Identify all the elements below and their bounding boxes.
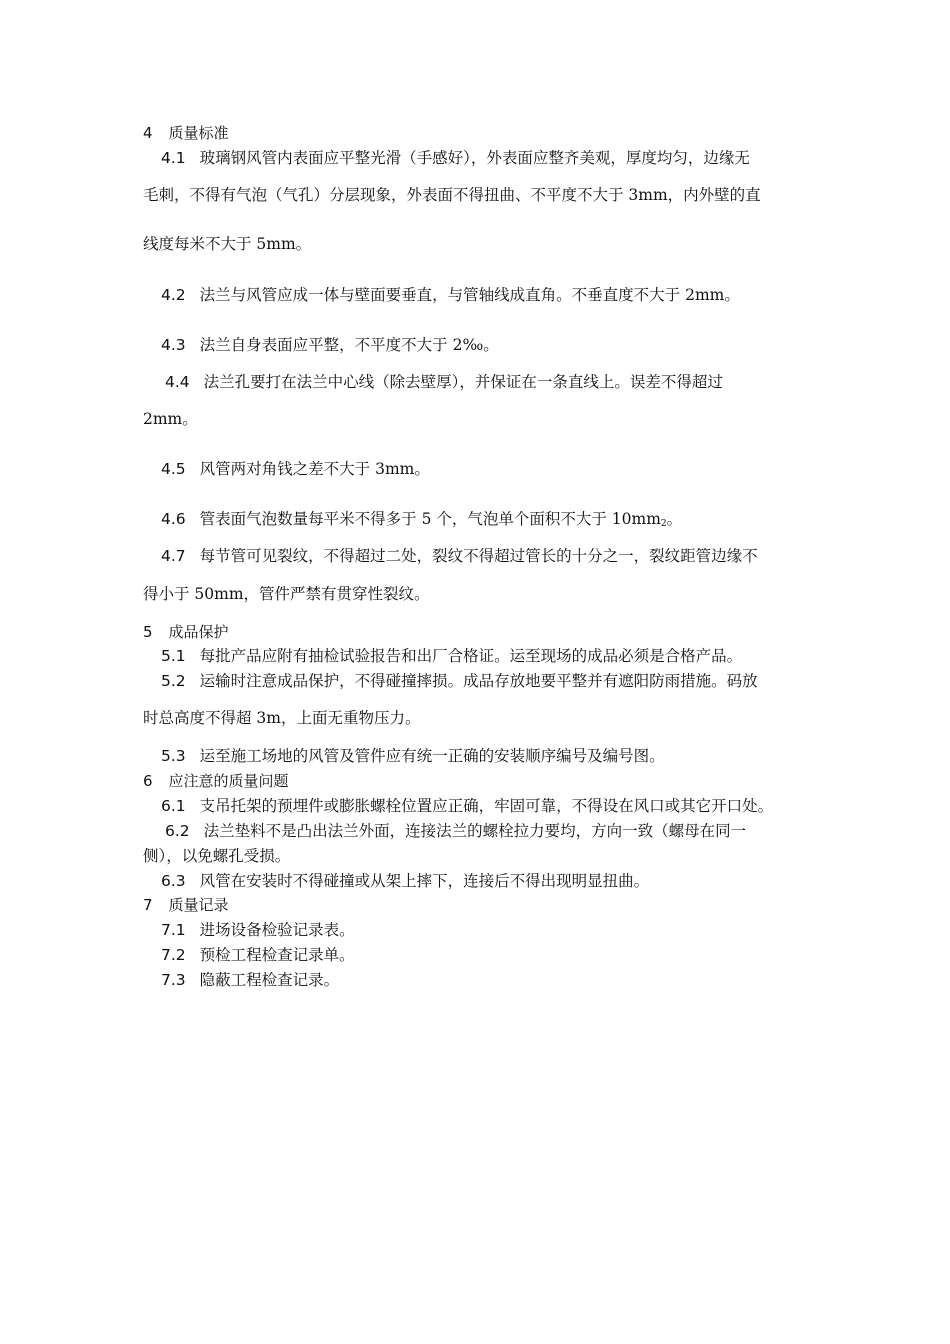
item-6-3: 6.3 风管在安装时不得碰撞或从架上摔下，连接后不得出现明显扭曲。 bbox=[161, 872, 650, 890]
section-5-heading: 5 成品保护 bbox=[143, 623, 229, 641]
item-4-4-line-1: 4.4 法兰孔要打在法兰中心线（除去壁厚），并保证在一条直线上。误差不得超过 bbox=[165, 373, 723, 391]
section-4-heading: 4 质量标准 bbox=[143, 124, 229, 142]
item-7-2: 7.2 预检工程检查记录单。 bbox=[161, 946, 355, 964]
item-5-2-line-1: 5.2 运输时注意成品保护，不得碰撞摔损。成品存放地要平整并有遮阳防雨措施。码放 bbox=[161, 672, 758, 690]
item-4-7-line-2: 得小于 50mm，管件严禁有贯穿性裂纹。 bbox=[143, 585, 430, 603]
item-5-2-line-2: 时总高度不得超 3m，上面无重物压力。 bbox=[143, 709, 421, 727]
item-6-1: 6.1 支吊托架的预埋件或膨胀螺栓位置应正确，牢固可靠，不得设在风口或其它开口处。 bbox=[161, 797, 774, 815]
item-4-1-line-1: 4.1 玻璃钢风管内表面应平整光滑（手感好），外表面应整齐美观，厚度均匀，边缘无 bbox=[161, 149, 750, 167]
item-7-1: 7.1 进场设备检验记录表。 bbox=[161, 921, 355, 939]
section-7-heading: 7 质量记录 bbox=[143, 896, 229, 914]
item-4-4-line-2: 2mm。 bbox=[143, 410, 198, 428]
item-4-1-line-3: 线度每米不大于 5mm。 bbox=[143, 235, 312, 253]
item-6-2-line-1: 6.2 法兰垫料不是凸出法兰外面，连接法兰的螺栓拉力要均，方向一致（螺母在同一 bbox=[165, 822, 747, 840]
section-6-heading: 6 应注意的质量问题 bbox=[143, 772, 289, 790]
item-5-3: 5.3 运至施工场地的风管及管件应有统一正确的安装顺序编号及编号图。 bbox=[161, 747, 665, 765]
item-5-1: 5.1 每批产品应附有抽检试验报告和出厂合格证。运至现场的成品必须是合格产品。 bbox=[161, 647, 743, 665]
item-4-3: 4.3 法兰自身表面应平整，不平度不大于 2‰。 bbox=[161, 336, 499, 354]
item-4-7-line-1: 4.7 每节管可见裂纹，不得超过二处，裂纹不得超过管长的十分之一，裂纹距管边缘不 bbox=[161, 547, 758, 565]
item-4-1-line-2: 毛刺，不得有气泡（气孔）分层现象，外表面不得扭曲、不平度不大于 3mm，内外壁的直 bbox=[143, 186, 761, 204]
item-4-6: 4.6 管表面气泡数量每平米不得多于 5 个，气泡单个面积不大于 $10mm_2$。 bbox=[161, 510, 683, 529]
item-4-2: 4.2 法兰与风管应成一体与壁面要垂直，与管轴线成直角。不垂直度不大于 2mm。 bbox=[161, 286, 740, 304]
item-4-5: 4.5 风管两对角钱之差不大于 3mm。 bbox=[161, 460, 430, 478]
item-6-2-line-2: 侧），以免螺孔受损。 bbox=[143, 847, 291, 865]
item-7-3: 7.3 隐蔽工程检查记录。 bbox=[161, 971, 340, 989]
